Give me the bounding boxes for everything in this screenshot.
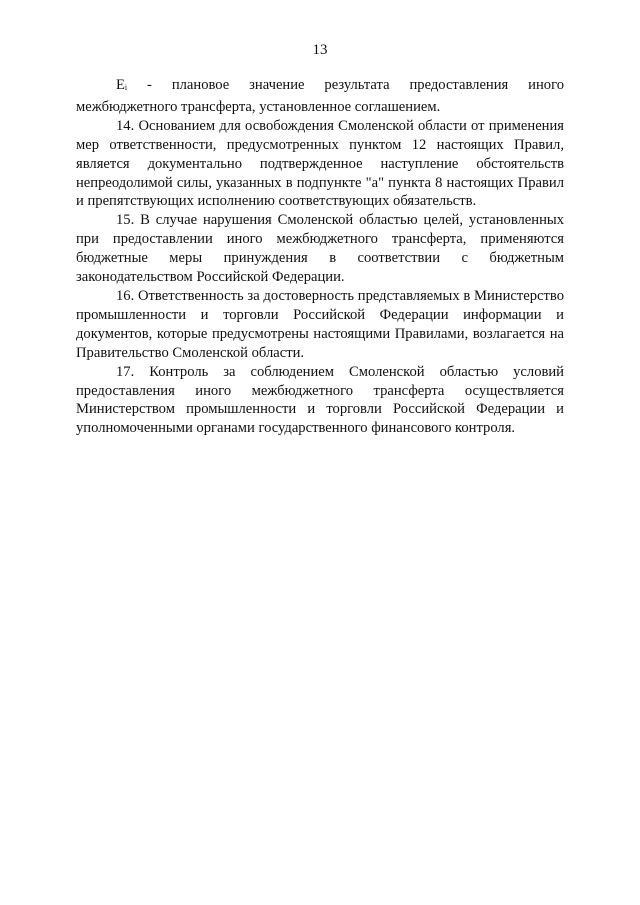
paragraph-17: 17. Контроль за соблюдением Смоленской областью условий предоставления иного межбюджетного трансферта осуществляется Министерством промышленности и торговли Российской Федерации и уполномоченными органами государственного финансового контроля. (76, 363, 564, 437)
page-number: 13 (312, 42, 328, 58)
formula-definition (76, 76, 564, 117)
paragraph-14: 14. Основанием для освобождения Смоленской области от применения мер ответственности, предусмотренных пунктом 12 настоящих Правил, является документально подтвержденное наступление обстоятельств непреодолимой силы, указанных в подпункте "а" пункта 8 настоящих Правил и препятствующих исполнению соответствующих обязательств. (76, 117, 564, 210)
document-body (76, 76, 564, 438)
paragraph-15: 15. В случае нарушения Смоленской областью целей, установленных при предоставлении иного межбюджетного трансферта, применяются бюджетные меры принуждения в соответствии с бюджетным законодательством Российской Федерации. (76, 212, 564, 286)
paragraph-16: 16. Ответственность за достоверность представляемых в Министерство промышленности и торговли Российской Федерации информации и документов, которые предусмотрены настоящими Правилами, возлагается на Правительство Смоленской области. (76, 287, 564, 361)
formula-definition-text: - плановое значение результата предоставления иного межбюджетного трансферта, установленное соглашением. (76, 77, 564, 115)
e-symbol-letter: E (116, 77, 125, 93)
e-symbol (116, 77, 127, 93)
e-symbol-subscript: i (124, 83, 128, 92)
